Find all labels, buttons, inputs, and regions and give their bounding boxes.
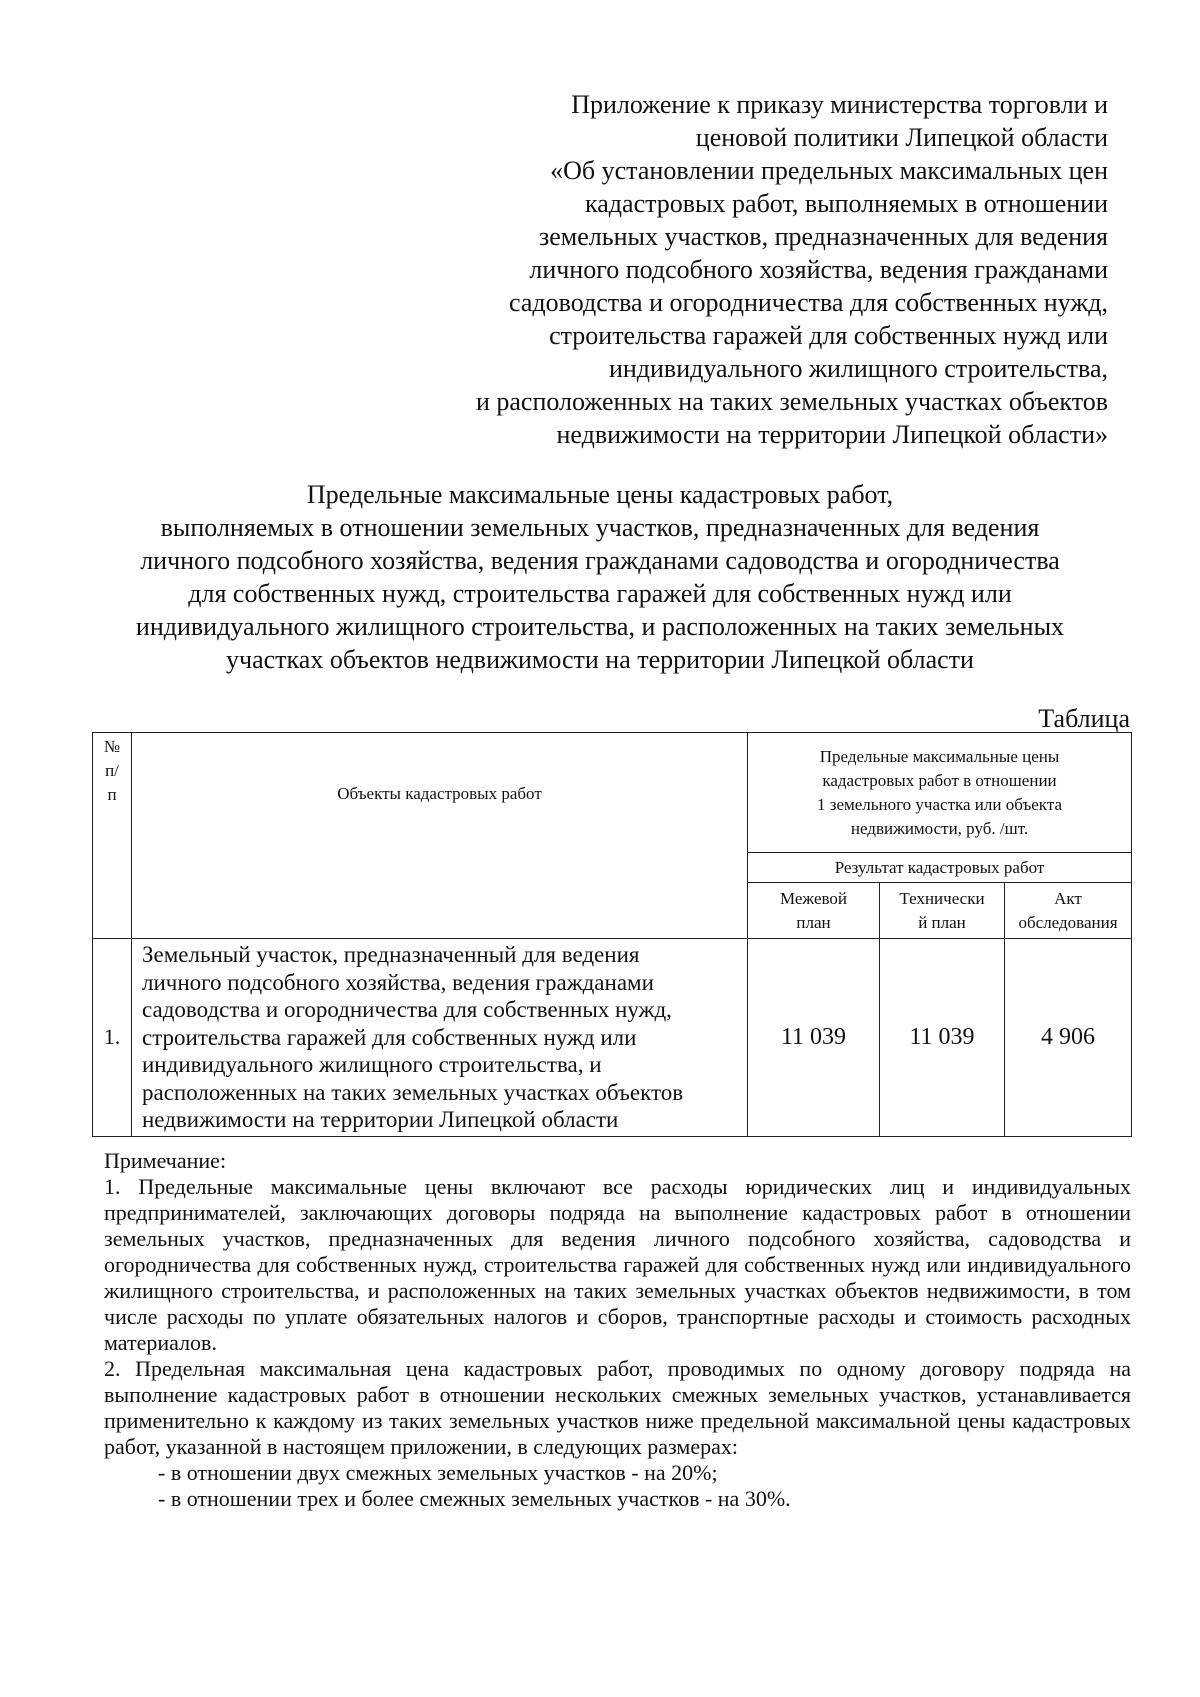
- document-title: [60, 478, 1140, 676]
- row-object-line: Земельный участок, предназначенный для ведения: [142, 942, 640, 967]
- header-inspection-act-cell: [1005, 883, 1132, 939]
- appendix-line: ценовой политики Липецкой области: [695, 123, 1108, 152]
- header-technical-line: Технически: [899, 888, 985, 908]
- header-number-line: №: [103, 737, 121, 756]
- row-object-line: недвижимости на территории Липецкой области: [142, 1107, 619, 1132]
- header-boundary-line: план: [796, 912, 831, 932]
- header-boundary-plan-cell: [748, 883, 880, 939]
- header-boundary-line: Межевой: [779, 888, 847, 908]
- row-object-line: индивидуального жилищного строительства, и: [142, 1052, 602, 1077]
- header-technical-plan-cell: [880, 883, 1005, 939]
- notes-heading: Примечание:: [104, 1148, 227, 1173]
- appendix-line: и расположенных на таких земельных участках объектов: [475, 387, 1108, 416]
- appendix-line: кадастровых работ, выполняемых в отношении: [585, 189, 1108, 218]
- table-header-row: [93, 733, 1132, 853]
- title-line: личного подсобного хозяйства, ведения гражданами садоводства и огородничества: [140, 546, 1060, 575]
- appendix-line: индивидуального жилищного строительства,: [608, 354, 1108, 383]
- row-object-line: личного подсобного хозяйства, ведения гражданами: [142, 969, 654, 995]
- appendix-line: строительства гаражей для собственных нужд или: [549, 321, 1108, 350]
- row-object-cell: [132, 939, 748, 1137]
- header-number-cell: [93, 733, 132, 939]
- table-row: [93, 939, 1132, 1137]
- title-line: участках объектов недвижимости на территории Липецкой области: [226, 645, 974, 674]
- header-technical-line: й план: [918, 912, 966, 932]
- note-2-item: - в отношении трех и более смежных земельных участков - на 30%.: [158, 1486, 791, 1511]
- boundary-plan-price: 11 039: [748, 939, 880, 1137]
- header-result-cell: Результат кадастровых работ: [748, 853, 1132, 883]
- appendix-line: недвижимости на территории Липецкой области»: [556, 420, 1108, 449]
- header-number-line: п/: [105, 761, 119, 780]
- title-line: для собственных нужд, строительства гаражей для собственных нужд или: [188, 579, 1012, 608]
- appendix-line: Приложение к приказу министерства торговли и: [571, 90, 1108, 119]
- note-2-item: - в отношении двух смежных земельных участков - на 20%;: [158, 1460, 718, 1485]
- header-prices-line: кадастровых работ в отношении: [822, 770, 1057, 790]
- price-table: [92, 732, 1132, 1137]
- row-number: 1.: [93, 939, 132, 1137]
- header-prices-cell: [748, 733, 1132, 853]
- header-prices-line: 1 земельного участка или объекта: [816, 794, 1063, 814]
- appendix-line: земельных участков, предназначенных для ведения: [538, 222, 1108, 251]
- row-object-line: садоводства и огородничества для собственных нужд,: [142, 997, 672, 1022]
- header-inspection-line: обследования: [1018, 912, 1118, 932]
- header-prices-line: Предельные максимальные цены: [819, 746, 1060, 766]
- title-line: выполняемых в отношении земельных участков, предназначенных для ведения: [160, 513, 1040, 542]
- technical-plan-price: 11 039: [880, 939, 1005, 1137]
- header-objects-label: Объекты кадастровых работ: [337, 783, 542, 803]
- inspection-act-price: 4 906: [1005, 939, 1132, 1137]
- table-label: Таблица: [1038, 704, 1130, 733]
- row-object-line: расположенных на таких земельных участках объектов: [142, 1079, 684, 1105]
- header-objects-cell: [132, 733, 748, 939]
- appendix-line: «Об установлении предельных максимальных цен: [550, 156, 1108, 185]
- title-line: Предельные максимальные цены кадастровых работ,: [306, 480, 894, 509]
- notes-section: [104, 1148, 1131, 1512]
- appendix-line: личного подсобного хозяйства, ведения гражданами: [529, 255, 1108, 284]
- header-inspection-line: Акт: [1054, 888, 1082, 908]
- header-prices-line: недвижимости, руб. /шт.: [850, 818, 1029, 838]
- header-number-line: п: [107, 785, 117, 804]
- appendix-line: садоводства и огородничества для собственных нужд,: [508, 288, 1108, 317]
- note-1: 1. Предельные максимальные цены включают все расходы юридических лиц и индивидуальных предпринимателей, заключающих договоры подряда на выполнение кадастровых работ в отношении земельных участков, предназначенных для ведения личного подсобного хозяйства, садоводства и огородничества для собственных нужд, строительства гаражей для собственных нужд или индивидуального жилищного строительства, и расположенных на таких земельных участках объектов недвижимости, в том числе расходы по уплате обязательных налогов и сборов, транспортные расходы и стоимость расходных материалов.: [104, 1174, 1131, 1355]
- note-2: 2. Предельная максимальная цена кадастровых работ, проводимых по одному договору подряда на выполнение кадастровых работ в отношении нескольких смежных земельных участков, устанавливается применительно к каждому из таких земельных участков ниже предельной максимальной цены кадастровых работ, указанной в настоящем приложении, в следующих размерах:: [104, 1356, 1131, 1459]
- appendix-header: [348, 88, 1108, 451]
- title-line: индивидуального жилищного строительства, и расположенных на таких земельных: [135, 612, 1065, 641]
- row-object-line: строительства гаражей для собственных нужд или: [142, 1024, 637, 1050]
